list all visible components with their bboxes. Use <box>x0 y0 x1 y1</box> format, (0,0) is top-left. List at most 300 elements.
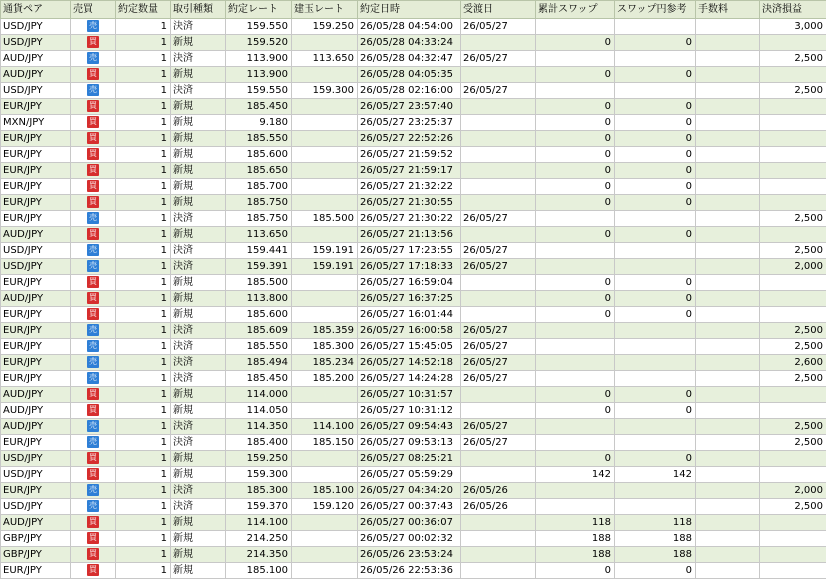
sell-badge: 売 <box>87 244 99 256</box>
settle-date-cell <box>461 515 536 531</box>
side-cell <box>71 339 116 355</box>
pnl-cell <box>760 35 826 51</box>
type-cell: 決済 <box>171 419 226 435</box>
fee-cell <box>696 131 760 147</box>
side-cell <box>71 163 116 179</box>
settle-date-cell: 26/05/27 <box>461 355 536 371</box>
swap-cell: 0 <box>536 307 615 323</box>
table-row[interactable] <box>1 323 826 339</box>
buy-badge: 買 <box>87 164 99 176</box>
qty-cell: 1 <box>116 19 171 35</box>
datetime-cell: 26/05/27 05:59:29 <box>358 467 461 483</box>
datetime-cell: 26/05/27 15:45:05 <box>358 339 461 355</box>
swap-ref-cell <box>615 483 696 499</box>
settle-date-cell <box>461 275 536 291</box>
datetime-cell: 26/05/27 17:23:55 <box>358 243 461 259</box>
fee-cell <box>696 435 760 451</box>
fee-cell <box>696 451 760 467</box>
fee-cell <box>696 323 760 339</box>
settle-date-cell: 26/05/27 <box>461 339 536 355</box>
fee-cell <box>696 307 760 323</box>
swap-ref-cell: 0 <box>615 147 696 163</box>
pnl-cell <box>760 563 826 579</box>
settle-date-cell <box>461 35 536 51</box>
table-row[interactable] <box>1 227 826 243</box>
type-cell: 決済 <box>171 243 226 259</box>
datetime-cell: 26/05/27 14:52:18 <box>358 355 461 371</box>
qty-cell: 1 <box>116 499 171 515</box>
datetime-cell: 26/05/26 22:53:36 <box>358 563 461 579</box>
qty-cell: 1 <box>116 243 171 259</box>
pnl-cell <box>760 227 826 243</box>
settle-date-cell <box>461 563 536 579</box>
table-row[interactable] <box>1 131 826 147</box>
pair-cell: USD/JPY <box>1 19 71 35</box>
position-rate-cell: 185.359 <box>292 323 358 339</box>
qty-cell: 1 <box>116 547 171 563</box>
fee-cell <box>696 291 760 307</box>
col-side-header[interactable]: 売買 <box>71 1 116 19</box>
rate-cell: 113.900 <box>226 67 292 83</box>
table-row[interactable] <box>1 99 826 115</box>
swap-cell: 0 <box>536 163 615 179</box>
settle-date-cell <box>461 147 536 163</box>
type-cell: 決済 <box>171 323 226 339</box>
pair-cell: EUR/JPY <box>1 563 71 579</box>
table-row[interactable] <box>1 163 826 179</box>
fee-cell <box>696 99 760 115</box>
swap-cell <box>536 371 615 387</box>
qty-cell: 1 <box>116 451 171 467</box>
swap-cell: 0 <box>536 387 615 403</box>
swap-ref-cell: 188 <box>615 547 696 563</box>
datetime-cell: 26/05/28 04:54:00 <box>358 19 461 35</box>
pair-cell: USD/JPY <box>1 243 71 259</box>
position-rate-cell <box>292 115 358 131</box>
table-row[interactable] <box>1 339 826 355</box>
table-row[interactable] <box>1 467 826 483</box>
table-row[interactable] <box>1 147 826 163</box>
swap-ref-cell <box>615 19 696 35</box>
side-cell <box>71 35 116 51</box>
type-cell: 決済 <box>171 339 226 355</box>
pnl-cell <box>760 515 826 531</box>
pnl-cell <box>760 163 826 179</box>
pair-cell: AUD/JPY <box>1 387 71 403</box>
swap-cell <box>536 51 615 67</box>
table-row[interactable] <box>1 259 826 275</box>
col-pair-header[interactable]: 通貨ペア <box>1 1 71 19</box>
table-row[interactable] <box>1 307 826 323</box>
pair-cell: EUR/JPY <box>1 131 71 147</box>
rate-cell: 185.400 <box>226 435 292 451</box>
position-rate-cell <box>292 131 358 147</box>
datetime-cell: 26/05/27 21:59:17 <box>358 163 461 179</box>
pair-cell: AUD/JPY <box>1 515 71 531</box>
side-cell <box>71 259 116 275</box>
fee-cell <box>696 339 760 355</box>
pair-cell: AUD/JPY <box>1 51 71 67</box>
pair-cell: GBP/JPY <box>1 547 71 563</box>
swap-ref-cell: 0 <box>615 35 696 51</box>
rate-cell: 114.100 <box>226 515 292 531</box>
position-rate-cell <box>292 227 358 243</box>
type-cell: 決済 <box>171 435 226 451</box>
table-row[interactable] <box>1 419 826 435</box>
sell-badge: 売 <box>87 372 99 384</box>
position-rate-cell <box>292 515 358 531</box>
swap-ref-cell: 0 <box>615 67 696 83</box>
swap-ref-cell <box>615 499 696 515</box>
side-cell <box>71 387 116 403</box>
position-rate-cell <box>292 291 358 307</box>
datetime-cell: 26/05/27 00:37:43 <box>358 499 461 515</box>
swap-cell: 0 <box>536 291 615 307</box>
datetime-cell: 26/05/26 23:53:24 <box>358 547 461 563</box>
qty-cell: 1 <box>116 35 171 51</box>
rate-cell: 159.391 <box>226 259 292 275</box>
pair-cell: AUD/JPY <box>1 291 71 307</box>
position-rate-cell: 159.250 <box>292 19 358 35</box>
position-rate-cell: 159.191 <box>292 259 358 275</box>
pnl-cell <box>760 307 826 323</box>
col-pos-rate-header[interactable]: 建玉レート <box>292 1 358 19</box>
table-row[interactable] <box>1 483 826 499</box>
pair-cell: AUD/JPY <box>1 227 71 243</box>
col-rate-header[interactable]: 約定レート <box>226 1 292 19</box>
pnl-cell <box>760 147 826 163</box>
table-row[interactable] <box>1 291 826 307</box>
pnl-cell: 2,500 <box>760 51 826 67</box>
qty-cell: 1 <box>116 419 171 435</box>
datetime-cell: 26/05/27 16:01:44 <box>358 307 461 323</box>
side-cell <box>71 211 116 227</box>
side-cell <box>71 131 116 147</box>
settle-date-cell <box>461 163 536 179</box>
settle-date-cell <box>461 227 536 243</box>
table-row[interactable] <box>1 371 826 387</box>
datetime-cell: 26/05/27 23:25:37 <box>358 115 461 131</box>
type-cell: 決済 <box>171 499 226 515</box>
side-cell <box>71 563 116 579</box>
table-row[interactable] <box>1 387 826 403</box>
col-type-header[interactable]: 取引種類 <box>171 1 226 19</box>
table-row[interactable] <box>1 19 826 35</box>
position-rate-cell: 159.120 <box>292 499 358 515</box>
fee-cell <box>696 387 760 403</box>
side-cell <box>71 83 116 99</box>
pair-cell: GBP/JPY <box>1 531 71 547</box>
table-row[interactable] <box>1 451 826 467</box>
fee-cell <box>696 515 760 531</box>
side-cell <box>71 275 116 291</box>
pnl-cell <box>760 275 826 291</box>
sell-badge: 売 <box>87 500 99 512</box>
rate-cell: 185.600 <box>226 307 292 323</box>
col-settle-header[interactable]: 受渡日 <box>461 1 536 19</box>
swap-cell: 188 <box>536 531 615 547</box>
type-cell: 新規 <box>171 547 226 563</box>
pair-cell: EUR/JPY <box>1 275 71 291</box>
rate-cell: 185.500 <box>226 275 292 291</box>
position-rate-cell <box>292 35 358 51</box>
fee-cell <box>696 563 760 579</box>
pnl-cell <box>760 531 826 547</box>
type-cell: 新規 <box>171 563 226 579</box>
table-row[interactable] <box>1 179 826 195</box>
col-swap-header[interactable]: 累計スワップ <box>536 1 615 19</box>
table-row[interactable] <box>1 355 826 371</box>
swap-cell <box>536 83 615 99</box>
position-rate-cell <box>292 403 358 419</box>
pnl-cell <box>760 195 826 211</box>
position-rate-cell <box>292 307 358 323</box>
swap-cell: 0 <box>536 451 615 467</box>
table-row[interactable] <box>1 195 826 211</box>
side-cell <box>71 115 116 131</box>
swap-ref-cell: 0 <box>615 291 696 307</box>
rate-cell: 185.494 <box>226 355 292 371</box>
fee-cell <box>696 275 760 291</box>
swap-ref-cell: 0 <box>615 563 696 579</box>
datetime-cell: 26/05/27 00:02:32 <box>358 531 461 547</box>
side-cell <box>71 291 116 307</box>
buy-badge: 買 <box>87 468 99 480</box>
side-cell <box>71 483 116 499</box>
pnl-cell: 2,000 <box>760 483 826 499</box>
settle-date-cell: 26/05/27 <box>461 19 536 35</box>
position-rate-cell: 185.500 <box>292 211 358 227</box>
side-cell <box>71 435 116 451</box>
table-row[interactable] <box>1 499 826 515</box>
datetime-cell: 26/05/27 21:13:56 <box>358 227 461 243</box>
col-datetime-header[interactable]: 約定日時 <box>358 1 461 19</box>
sell-badge: 売 <box>87 420 99 432</box>
position-rate-cell <box>292 547 358 563</box>
side-cell <box>71 371 116 387</box>
type-cell: 新規 <box>171 467 226 483</box>
type-cell: 新規 <box>171 451 226 467</box>
col-pnl-header[interactable]: 決済損益 <box>760 1 826 19</box>
type-cell: 決済 <box>171 259 226 275</box>
swap-ref-cell: 118 <box>615 515 696 531</box>
table-row[interactable] <box>1 51 826 67</box>
qty-cell: 1 <box>116 147 171 163</box>
pnl-cell <box>760 99 826 115</box>
pair-cell: EUR/JPY <box>1 99 71 115</box>
position-rate-cell <box>292 163 358 179</box>
position-rate-cell: 159.300 <box>292 83 358 99</box>
sell-badge: 売 <box>87 340 99 352</box>
settle-date-cell <box>461 387 536 403</box>
pair-cell: USD/JPY <box>1 259 71 275</box>
swap-ref-cell <box>615 259 696 275</box>
fee-cell <box>696 211 760 227</box>
side-cell <box>71 419 116 435</box>
position-rate-cell: 185.300 <box>292 339 358 355</box>
type-cell: 決済 <box>171 355 226 371</box>
pair-cell: EUR/JPY <box>1 339 71 355</box>
rate-cell: 114.350 <box>226 419 292 435</box>
swap-cell <box>536 259 615 275</box>
qty-cell: 1 <box>116 371 171 387</box>
datetime-cell: 26/05/27 21:30:55 <box>358 195 461 211</box>
rate-cell: 114.050 <box>226 403 292 419</box>
position-rate-cell <box>292 195 358 211</box>
settle-date-cell: 26/05/27 <box>461 419 536 435</box>
table-row[interactable] <box>1 531 826 547</box>
swap-ref-cell <box>615 243 696 259</box>
position-rate-cell <box>292 147 358 163</box>
swap-cell: 0 <box>536 227 615 243</box>
table-row[interactable] <box>1 243 826 259</box>
fee-cell <box>696 19 760 35</box>
swap-ref-cell <box>615 371 696 387</box>
position-rate-cell: 185.234 <box>292 355 358 371</box>
pnl-cell <box>760 115 826 131</box>
datetime-cell: 26/05/27 21:30:22 <box>358 211 461 227</box>
settle-date-cell <box>461 307 536 323</box>
buy-badge: 買 <box>87 516 99 528</box>
qty-cell: 1 <box>116 275 171 291</box>
swap-ref-cell <box>615 83 696 99</box>
swap-ref-cell <box>615 435 696 451</box>
swap-cell: 0 <box>536 67 615 83</box>
swap-ref-cell: 0 <box>615 131 696 147</box>
buy-badge: 買 <box>87 100 99 112</box>
table-row[interactable] <box>1 275 826 291</box>
settle-date-cell <box>461 195 536 211</box>
pnl-cell <box>760 547 826 563</box>
type-cell: 決済 <box>171 19 226 35</box>
table-row[interactable] <box>1 515 826 531</box>
datetime-cell: 26/05/27 17:18:33 <box>358 259 461 275</box>
settle-date-cell: 26/05/27 <box>461 83 536 99</box>
side-cell <box>71 355 116 371</box>
pair-cell: AUD/JPY <box>1 67 71 83</box>
rate-cell: 185.450 <box>226 371 292 387</box>
pnl-cell <box>760 291 826 307</box>
col-fee-header[interactable]: 手数料 <box>696 1 760 19</box>
fee-cell <box>696 467 760 483</box>
settle-date-cell <box>461 99 536 115</box>
table-row[interactable] <box>1 35 826 51</box>
settle-date-cell: 26/05/27 <box>461 323 536 339</box>
type-cell: 新規 <box>171 195 226 211</box>
side-cell <box>71 451 116 467</box>
buy-badge: 買 <box>87 36 99 48</box>
rate-cell: 159.550 <box>226 83 292 99</box>
swap-cell <box>536 19 615 35</box>
settle-date-cell <box>461 531 536 547</box>
side-cell <box>71 147 116 163</box>
type-cell: 新規 <box>171 291 226 307</box>
rate-cell: 185.750 <box>226 211 292 227</box>
col-swap-ref-header[interactable]: スワップ円参考 <box>615 1 696 19</box>
type-cell: 新規 <box>171 131 226 147</box>
qty-cell: 1 <box>116 515 171 531</box>
fee-cell <box>696 483 760 499</box>
table-row[interactable] <box>1 67 826 83</box>
side-cell <box>71 403 116 419</box>
settle-date-cell <box>461 179 536 195</box>
pnl-cell: 2,500 <box>760 435 826 451</box>
qty-cell: 1 <box>116 99 171 115</box>
pair-cell: USD/JPY <box>1 83 71 99</box>
settle-date-cell: 26/05/27 <box>461 51 536 67</box>
buy-badge: 買 <box>87 564 99 576</box>
settle-date-cell: 26/05/26 <box>461 483 536 499</box>
fee-cell <box>696 259 760 275</box>
pnl-cell <box>760 387 826 403</box>
table-row[interactable] <box>1 403 826 419</box>
datetime-cell: 26/05/27 21:59:52 <box>358 147 461 163</box>
buy-badge: 買 <box>87 116 99 128</box>
qty-cell: 1 <box>116 51 171 67</box>
qty-cell: 1 <box>116 195 171 211</box>
table-row[interactable] <box>1 115 826 131</box>
side-cell <box>71 243 116 259</box>
side-cell <box>71 547 116 563</box>
swap-ref-cell: 0 <box>615 115 696 131</box>
position-rate-cell: 185.100 <box>292 483 358 499</box>
qty-cell: 1 <box>116 387 171 403</box>
settle-date-cell <box>461 291 536 307</box>
pair-cell: EUR/JPY <box>1 355 71 371</box>
fee-cell <box>696 499 760 515</box>
swap-ref-cell: 0 <box>615 403 696 419</box>
datetime-cell: 26/05/27 00:36:07 <box>358 515 461 531</box>
rate-cell: 185.550 <box>226 339 292 355</box>
side-cell <box>71 227 116 243</box>
position-rate-cell: 114.100 <box>292 419 358 435</box>
table-row[interactable] <box>1 83 826 99</box>
side-cell <box>71 195 116 211</box>
pair-cell: MXN/JPY <box>1 115 71 131</box>
col-qty-header[interactable]: 約定数量 <box>116 1 171 19</box>
table-row[interactable] <box>1 547 826 563</box>
swap-cell: 0 <box>536 195 615 211</box>
qty-cell: 1 <box>116 67 171 83</box>
pair-cell: EUR/JPY <box>1 147 71 163</box>
table-row[interactable] <box>1 435 826 451</box>
datetime-cell: 26/05/27 10:31:57 <box>358 387 461 403</box>
side-cell <box>71 19 116 35</box>
pair-cell: AUD/JPY <box>1 403 71 419</box>
rate-cell: 159.550 <box>226 19 292 35</box>
swap-ref-cell <box>615 51 696 67</box>
rate-cell: 214.350 <box>226 547 292 563</box>
position-rate-cell <box>292 99 358 115</box>
qty-cell: 1 <box>116 131 171 147</box>
rate-cell: 185.550 <box>226 131 292 147</box>
type-cell: 新規 <box>171 403 226 419</box>
rate-cell: 185.600 <box>226 147 292 163</box>
swap-cell: 0 <box>536 115 615 131</box>
pair-cell: EUR/JPY <box>1 371 71 387</box>
fee-cell <box>696 83 760 99</box>
type-cell: 新規 <box>171 163 226 179</box>
qty-cell: 1 <box>116 403 171 419</box>
buy-badge: 買 <box>87 68 99 80</box>
settle-date-cell <box>461 547 536 563</box>
swap-cell <box>536 323 615 339</box>
settle-date-cell <box>461 67 536 83</box>
table-row[interactable] <box>1 563 826 579</box>
datetime-cell: 26/05/28 02:16:00 <box>358 83 461 99</box>
table-row[interactable] <box>1 211 826 227</box>
side-cell <box>71 307 116 323</box>
